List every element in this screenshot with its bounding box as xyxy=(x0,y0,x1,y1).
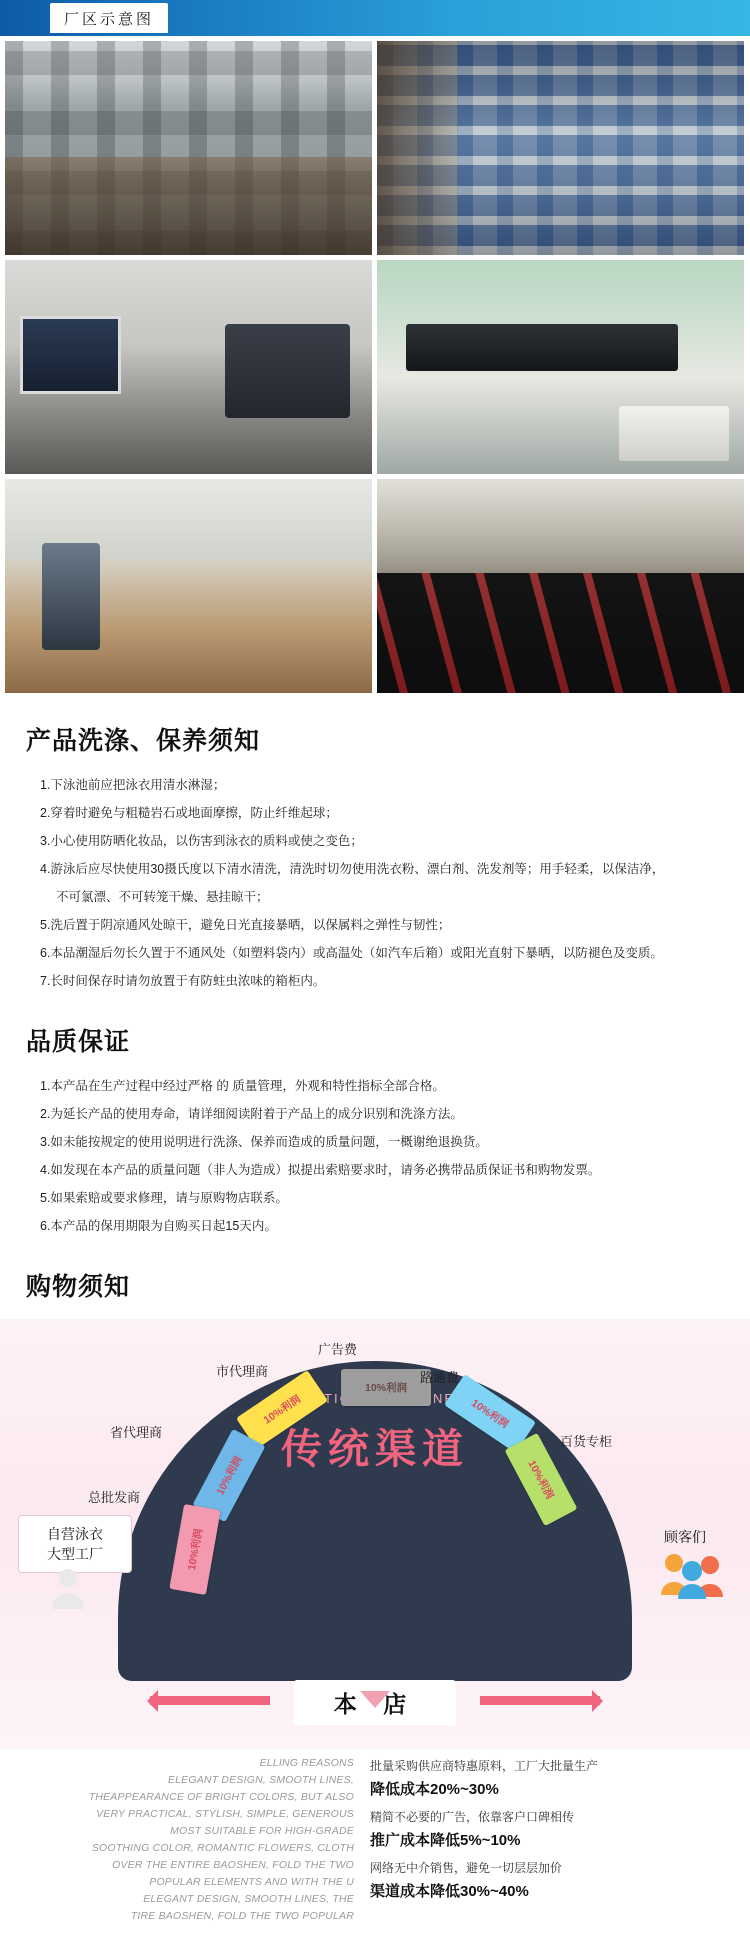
photo-finished-goods xyxy=(377,479,744,693)
quality-section xyxy=(0,1022,750,1239)
reason-text: 网络无中介销售，避免一切层层加价 xyxy=(370,1861,563,1875)
arrow-right-icon xyxy=(480,1696,600,1705)
section-banner xyxy=(0,0,750,36)
list-item: 1.下泳池前应把泳衣用清水淋湿； xyxy=(40,778,226,792)
photo-design-office xyxy=(5,260,372,474)
list-item: 5.洗后置于阴凉通风处晾干，避免日光直接暴晒，以保属料之弹性与韧性； xyxy=(40,918,451,932)
watermark-line: TIRE BAOSHEN, FOLD THE TWO POPULAR xyxy=(130,1910,354,1922)
photo-digital-printing xyxy=(377,260,744,474)
quality-title: 品质保证 xyxy=(26,1028,131,1056)
factory-photo-grid xyxy=(0,36,750,693)
chip-wholesaler: 10%利润 xyxy=(169,1504,220,1595)
photo-cutting-floor xyxy=(5,479,372,693)
watermark-line: ELEGANT DESIGN, SMOOTH LINES, THE xyxy=(143,1893,354,1905)
list-item: 3.如未能按规定的使用说明进行洗涤、保养而造成的质量问题，一概谢绝退换货。 xyxy=(40,1135,488,1149)
watermark-line: POPULAR ELEMENTS AND WITH THE U xyxy=(149,1876,354,1888)
label-road-fee: 路通费 xyxy=(420,1370,460,1385)
watermark-line: ELLING REASONS xyxy=(259,1757,354,1769)
shopping-title: 购物须知 xyxy=(26,1273,131,1301)
watermark-line: OVER THE ENTIRE BAOSHEN, FOLD THE TWO xyxy=(112,1859,354,1871)
shopping-section xyxy=(0,1267,750,1303)
list-item: 1.本产品在生产过程中经过严格 的 质量管理，外观和特性指标全部合格。 xyxy=(40,1079,445,1093)
list-item: 2.穿着时避免与粗糙岩石或地面摩擦，防止纤维起球； xyxy=(40,806,338,820)
photo-packaging-warehouse xyxy=(377,41,744,255)
factory-end-label: 自营泳衣 大型工厂 xyxy=(18,1515,132,1573)
banner-tab-label: 厂区示意图 xyxy=(50,3,168,33)
arrow-left-icon xyxy=(150,1696,270,1705)
label-province-agent: 省代理商 xyxy=(110,1425,163,1440)
reason-highlight: 渠道成本降低30%~40% xyxy=(370,1883,529,1900)
center-cn-label: 传统渠道 xyxy=(281,1426,469,1472)
list-item: 6.本品潮湿后勿长久置于不通风处（如塑料袋内）或高温处（如汽车后箱）或阳光直射下暴晒，以防褪色及变质。 xyxy=(40,946,663,960)
factory-person-icon xyxy=(48,1567,88,1611)
photo-sewing-workshop xyxy=(5,41,372,255)
customers-people-icon xyxy=(658,1547,728,1601)
quality-list xyxy=(26,1074,724,1239)
arrow-down-icon xyxy=(360,1691,390,1708)
wash-care-section xyxy=(0,721,750,994)
wash-care-list xyxy=(26,773,724,994)
reasons-watermark-text xyxy=(24,1755,354,1925)
wash-care-title: 产品洗涤、保养须知 xyxy=(26,727,261,755)
reason-text: 精简不必要的广告，依靠客户口碑相传 xyxy=(370,1810,575,1824)
reasons-list xyxy=(370,1755,726,1925)
reason-highlight: 降低成本20%~30% xyxy=(370,1781,499,1798)
list-item: 5.如果索赔或要求修理，请与原购物店联系。 xyxy=(40,1191,288,1205)
reason-text: 批量采购供应商特惠原料，工厂大批量生产 xyxy=(370,1759,599,1773)
watermark-line: SOOTHING COLOR, ROMANTIC FLOWERS, CLOTH xyxy=(91,1842,354,1854)
label-advertising-fee: 广告费 xyxy=(318,1342,358,1357)
watermark-line: THEAPPEARANCE OF BRIGHT COLORS, BUT ALSO xyxy=(88,1791,354,1803)
label-wholesaler: 总批发商 xyxy=(88,1490,141,1505)
watermark-line: ELEGANT DESIGN, SMOOTH LINES, xyxy=(167,1774,354,1786)
list-item: 7.长时间保存时请勿放置于有防蛀虫浓味的箱柜内。 xyxy=(40,974,326,988)
channel-comparison-diagram xyxy=(0,1319,750,1749)
center-en-label: TRADITIONAL CHANNELS xyxy=(275,1391,475,1406)
customers-end-label: 顾客们 xyxy=(664,1529,706,1545)
reason-highlight: 推广成本降低5%~10% xyxy=(370,1832,521,1849)
chip-road-fee: 10%利润 xyxy=(444,1374,536,1453)
chip-city-agent: 10%利润 xyxy=(236,1370,328,1449)
shop-label: 本 店 xyxy=(294,1680,456,1725)
label-city-agent: 市代理商 xyxy=(216,1364,269,1379)
list-item: 2.为延长产品的使用寿命，请详细阅读附着于产品上的成分识别和洗涤方法。 xyxy=(40,1107,463,1121)
chip-province-agent: 10%利润 xyxy=(192,1429,265,1522)
label-department-store: 百货专柜 xyxy=(560,1434,613,1449)
chip-department-store: 10%利润 xyxy=(504,1433,577,1526)
list-item: 4.如发现在本产品的质量问题（非人为造成）拟提出索赔要求时，请务必携带品质保证书和购物发票。 xyxy=(40,1163,601,1177)
list-item: 4.游泳后应尽快使用30摄氏度以下清水清洗，清洗时切勿使用洗衣粉、漂白剂、洗发剂等；用手轻柔，以保洁净， xyxy=(40,862,665,876)
selling-reasons-block xyxy=(0,1749,750,1955)
list-item: 6.本产品的保用期限为自购买日起15天内。 xyxy=(40,1219,277,1233)
list-item: 不可氯漂、不可转笼干燥、悬挂晾干； xyxy=(56,890,269,904)
list-item: 3.小心使用防晒化妆品，以伤害到泳衣的质料或使之变色； xyxy=(40,834,363,848)
watermark-line: VERY PRACTICAL, STYLISH, SIMPLE, GENEROUS xyxy=(96,1808,354,1820)
chip-advertising-fee: 10%利润 xyxy=(341,1369,431,1406)
watermark-line: MOST SUITABLE FOR HIGH-GRADE xyxy=(170,1825,354,1837)
